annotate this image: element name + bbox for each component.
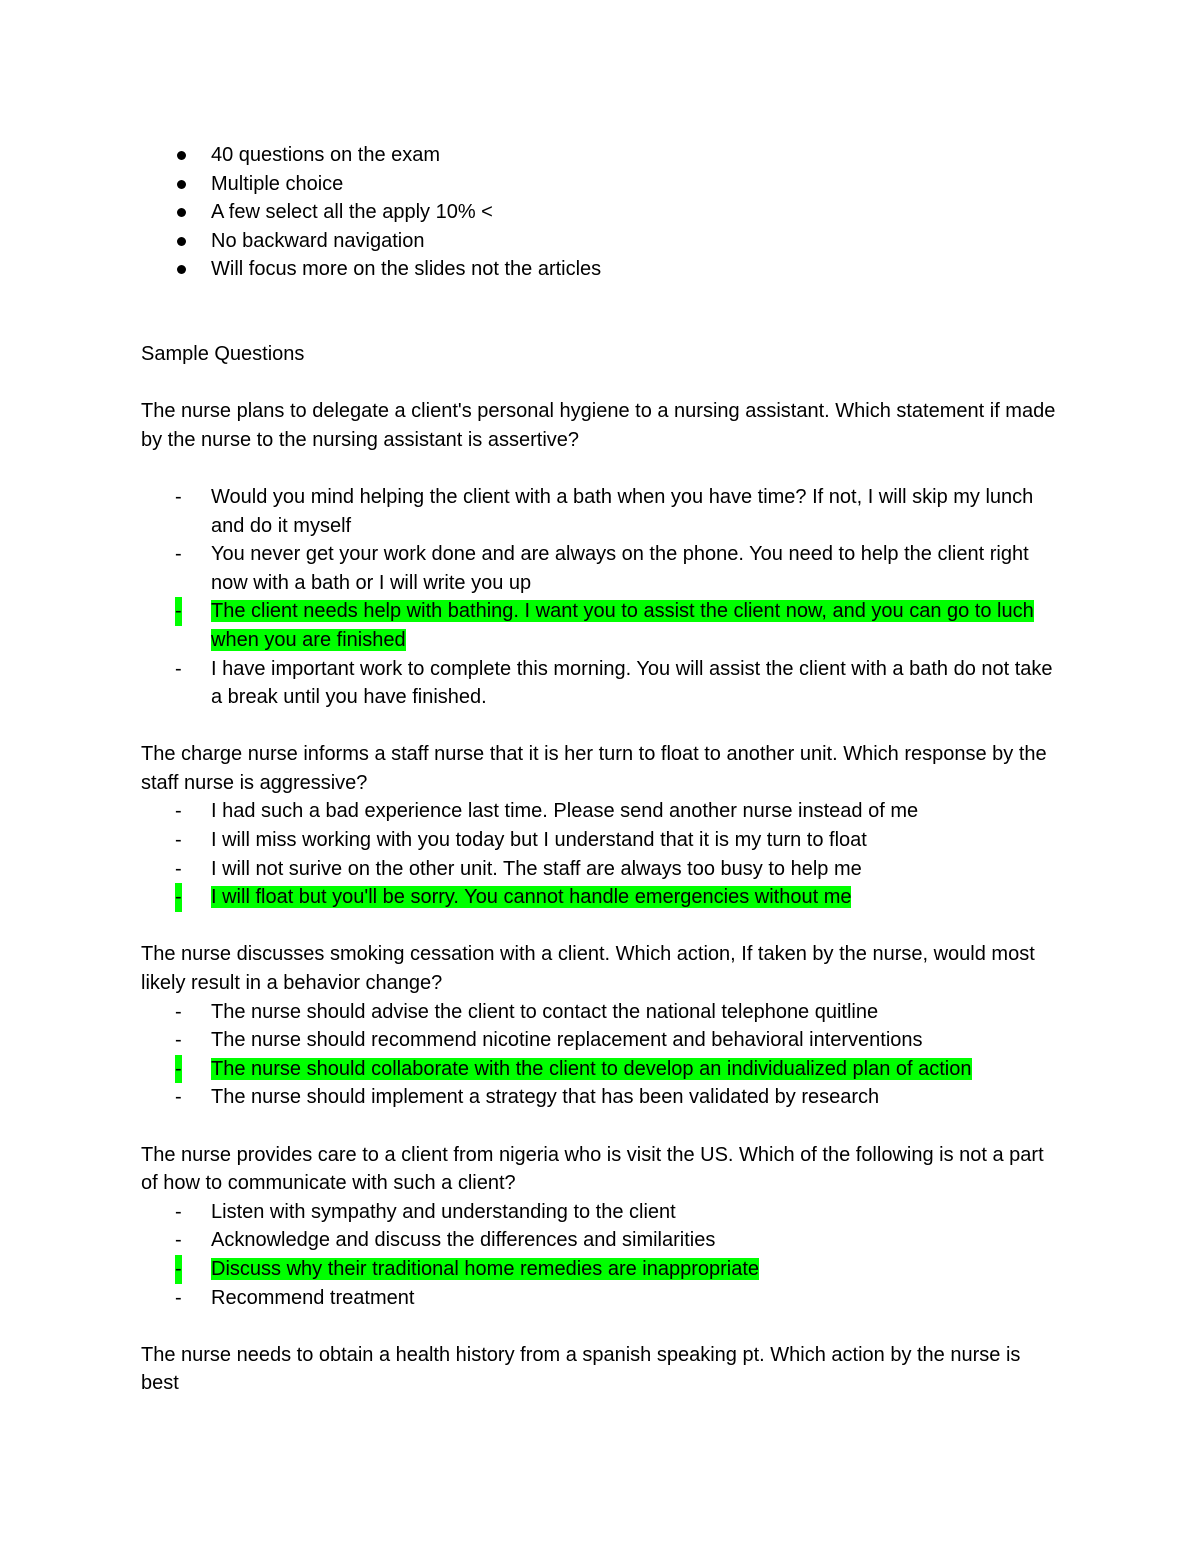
answer-options: [141, 483, 1061, 712]
dash-marker: -: [175, 1000, 182, 1023]
question-prompt: The nurse plans to delegate a client's personal hygiene to a nursing assistant. Which statement if made by the nurse to the nursing assistant is assertive?: [141, 400, 1056, 451]
answer-options: [141, 1198, 1061, 1312]
answer-option: - Would you mind helping the client with a bath when you have time? If not, I will skip my lunch and do it myself: [141, 483, 1061, 540]
answer-option-highlighted: - The client needs help with bathing. I want you to assist the client now, and you can go to luch when you are finished: [141, 597, 1061, 654]
bullet-dot-icon: [177, 151, 186, 160]
bullet-dot-icon: [177, 208, 186, 217]
answer-option-highlighted: - Discuss why their traditional home remedies are inappropriate: [141, 1255, 1061, 1284]
answer-option: - Listen with sympathy and understanding to the client: [141, 1198, 1061, 1227]
bullet-item: No backward navigation: [141, 227, 1061, 256]
dash-marker: -: [175, 485, 182, 508]
question-prompt: The charge nurse informs a staff nurse that it is her turn to float to another unit. Which response by the staff nurse is aggressive?: [141, 743, 1047, 794]
question-block: [141, 397, 1061, 712]
question-block: [141, 740, 1061, 912]
dash-marker: -: [175, 543, 182, 566]
answer-option: - The nurse should recommend nicotine replacement and behavioral interventions: [141, 1026, 1061, 1055]
answer-options: [141, 998, 1061, 1112]
answer-option: - I will not surive on the other unit. The staff are always too busy to help me: [141, 855, 1061, 884]
dash-marker: -: [175, 883, 182, 912]
question-block: [141, 1341, 1061, 1398]
dash-marker: -: [175, 1229, 182, 1252]
dash-marker: -: [175, 597, 182, 626]
dash-marker: -: [175, 1200, 182, 1223]
answer-option: - Recommend treatment: [141, 1284, 1061, 1313]
bullet-item: 40 questions on the exam: [141, 141, 1061, 170]
answer-option: - I have important work to complete this morning. You will assist the client with a bath do not take a break until you have finished.: [141, 655, 1061, 712]
exam-info-list: [141, 141, 1061, 284]
answer-option: - I had such a bad experience last time. Please send another nurse instead of me: [141, 797, 1061, 826]
bullet-dot-icon: [177, 237, 186, 246]
dash-marker: -: [175, 1255, 182, 1284]
answer-options: [141, 797, 1061, 911]
sample-questions-heading: Sample Questions: [141, 342, 305, 365]
answer-option: - The nurse should advise the client to contact the national telephone quitline: [141, 998, 1061, 1027]
dash-marker: -: [175, 1286, 182, 1309]
dash-marker: -: [175, 1086, 182, 1109]
bullet-dot-icon: [177, 265, 186, 274]
question-prompt: The nurse discusses smoking cessation with a client. Which action, If taken by the nurse, would most likely result in a behavior change?: [141, 943, 1035, 995]
dash-marker: -: [175, 857, 182, 880]
question-block: [141, 1141, 1061, 1313]
bullet-dot-icon: [177, 180, 186, 189]
question-prompt: The nurse needs to obtain a health history from a spanish speaking pt. Which action by the nurse is best: [141, 1343, 1021, 1395]
answer-option-highlighted: - The nurse should collaborate with the client to develop an individualized plan of action: [141, 1055, 1061, 1084]
bullet-item: Will focus more on the slides not the articles: [141, 255, 1061, 284]
dash-marker: -: [175, 829, 182, 852]
dash-marker: -: [175, 800, 182, 823]
answer-option: - I will miss working with you today but I understand that it is my turn to float: [141, 826, 1061, 855]
bullet-item: A few select all the apply 10% <: [141, 198, 1061, 227]
answer-option-highlighted: - I will float but you'll be sorry. You cannot handle emergencies without me: [141, 883, 1061, 912]
question-prompt: The nurse provides care to a client from nigeria who is visit the US. Which of the following is not a part of how to communicate with such a client?: [141, 1143, 1044, 1195]
answer-option: - The nurse should implement a strategy that has been validated by research: [141, 1083, 1061, 1112]
dash-marker: -: [175, 657, 182, 680]
bullet-item: Multiple choice: [141, 170, 1061, 199]
answer-option: - You never get your work done and are always on the phone. You need to help the client right now with a bath or I will write you up: [141, 540, 1061, 597]
dash-marker: -: [175, 1055, 182, 1084]
answer-option: - Acknowledge and discuss the differences and similarities: [141, 1226, 1061, 1255]
question-block: [141, 940, 1061, 1112]
dash-marker: -: [175, 1029, 182, 1052]
document-page: [141, 141, 1061, 1398]
